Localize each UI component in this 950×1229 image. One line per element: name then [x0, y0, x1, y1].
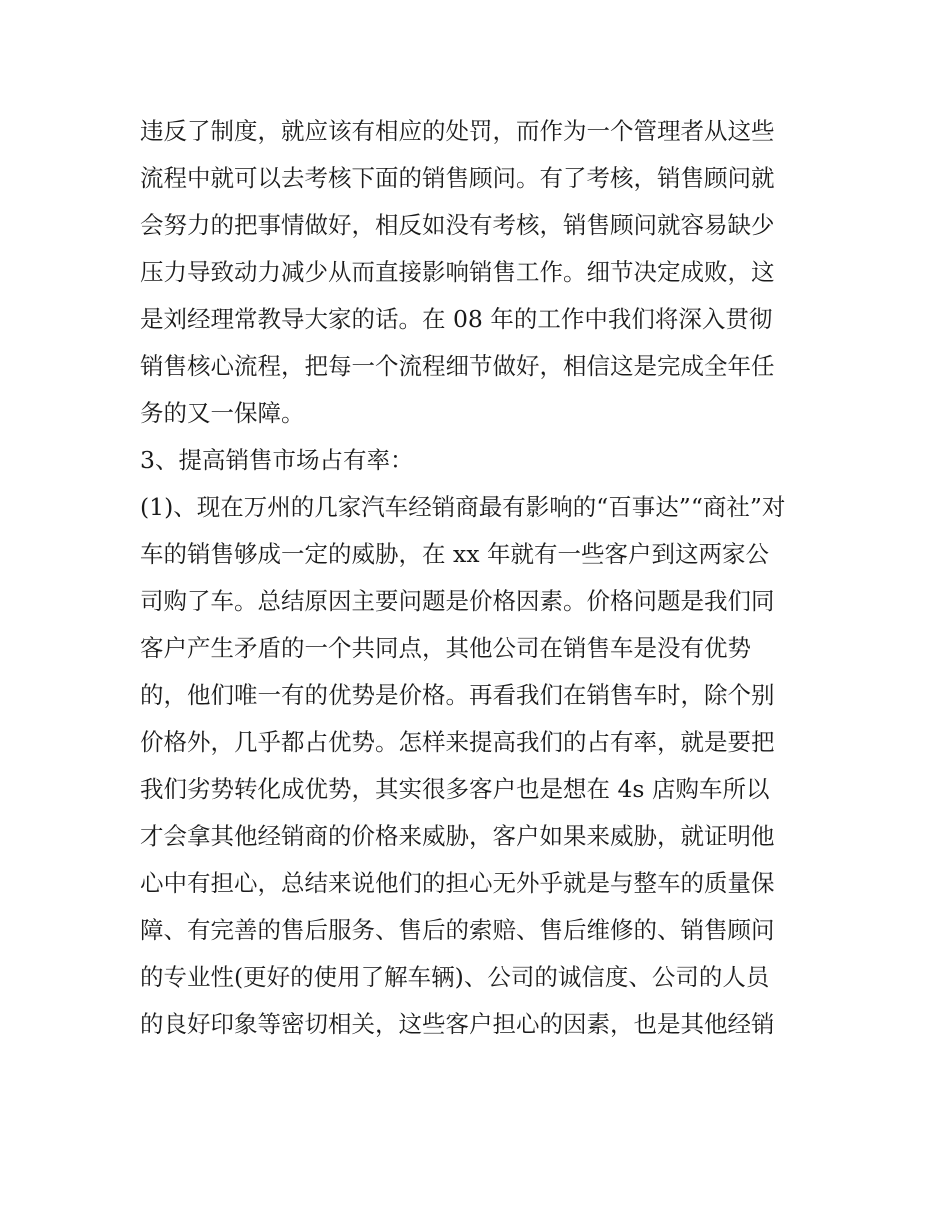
body-text: [140, 108, 820, 1048]
text-line: 的专业性(更好的使用了解车辆)、公司的诚信度、公司的人员: [140, 963, 770, 991]
text-line: 违反了制度，就应该有相应的处罚，而作为一个管理者从这些: [140, 117, 775, 145]
text-line: 流程中就可以去考核下面的销售顾问。有了考核，销售顾问就: [140, 164, 775, 192]
text-line: 我们劣势转化成优势，其实很多客户也是想在 4s 店购车所以: [140, 775, 770, 803]
text-line: 才会拿其他经销商的价格来威胁，客户如果来威胁，就证明他: [140, 822, 775, 850]
text-line: 会努力的把事情做好，相反如没有考核，销售顾问就容易缺少: [140, 211, 775, 239]
text-line: 的良好印象等密切相关，这些客户担心的因素，也是其他经销: [140, 1010, 775, 1038]
text-line: (1)、现在万州的几家汽车经销商最有影响的“百事达”“商社”对: [140, 493, 786, 521]
text-line: 心中有担心，总结来说他们的担心无外乎就是与整车的质量保: [140, 869, 775, 897]
text-line: 障、有完善的售后服务、售后的索赔、售后维修的、销售顾问: [140, 916, 775, 944]
text-line: 的，他们唯一有的优势是价格。再看我们在销售车时，除个别: [140, 681, 775, 709]
text-line: 是刘经理常教导大家的话。在 08 年的工作中我们将深入贯彻: [140, 305, 773, 333]
section-heading: 3、提高销售市场占有率：: [140, 446, 414, 474]
text-line: 压力导致动力减少从而直接影响销售工作。细节决定成败，这: [140, 258, 775, 286]
text-line: 车的销售够成一定的威胁，在 xx 年就有一些客户到这两家公: [140, 540, 769, 568]
text-line: 务的又一保障。: [140, 399, 305, 427]
text-line: 客户产生矛盾的一个共同点，其他公司在销售车是没有优势: [140, 634, 751, 662]
text-line: 价格外，几乎都占优势。怎样来提高我们的占有率，就是要把: [140, 728, 775, 756]
text-line: 销售核心流程，把每一个流程细节做好，相信这是完成全年任: [140, 352, 775, 380]
text-line: 司购了车。总结原因主要问题是价格因素。价格问题是我们同: [140, 587, 775, 615]
